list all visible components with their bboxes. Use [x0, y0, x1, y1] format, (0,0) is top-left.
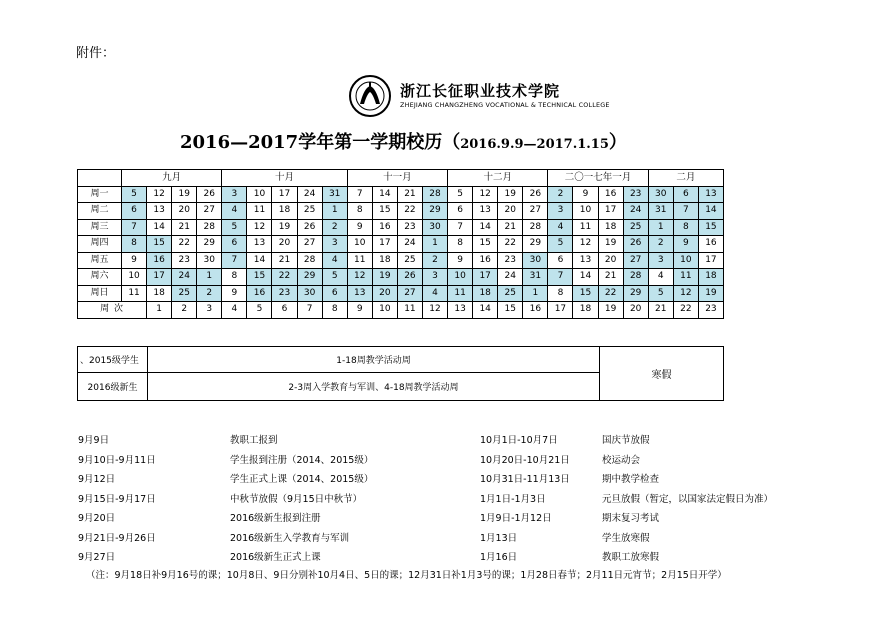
date-cell: 21 [172, 219, 197, 236]
week-number-cell: 15 [498, 302, 523, 319]
date-cell: 21 [397, 186, 422, 203]
date-cell: 8 [673, 219, 698, 236]
date-cell: 6 [448, 203, 473, 220]
date-cell: 12 [347, 269, 372, 286]
date-cell: 13 [698, 186, 723, 203]
date-cell: 28 [623, 269, 648, 286]
week-number-cell: 16 [523, 302, 548, 319]
weekday-label: 周三 [78, 219, 122, 236]
date-cell: 18 [598, 219, 623, 236]
week-number-cell: 11 [397, 302, 422, 319]
date-cell: 26 [523, 186, 548, 203]
date-cell: 22 [272, 269, 297, 286]
event-desc-right: 学生放寒假 [602, 532, 650, 544]
date-cell: 4 [222, 203, 247, 220]
weekday-row [78, 236, 724, 253]
event-date-left: 9月20日 [78, 513, 116, 524]
weekday-row [78, 219, 724, 236]
week-number-cell: 5 [247, 302, 272, 319]
college-name-cn: 浙江长征职业技术学院 [400, 82, 561, 100]
weekday-label: 周二 [78, 203, 122, 220]
event-desc-left: 2016级新生正式上课 [230, 552, 321, 563]
date-cell: 6 [122, 203, 147, 220]
date-cell: 21 [598, 269, 623, 286]
month-header: 十月 [222, 170, 347, 187]
week-number-cell: 7 [297, 302, 322, 319]
date-cell: 31 [523, 269, 548, 286]
date-cell: 14 [372, 186, 397, 203]
date-cell: 7 [347, 186, 372, 203]
date-cell: 17 [372, 236, 397, 253]
week-label: 周 次 [78, 302, 147, 319]
date-cell: 10 [347, 236, 372, 253]
date-cell: 4 [322, 252, 347, 269]
event-date-left: 9月15日-9月17日 [78, 493, 156, 505]
date-cell: 16 [247, 285, 272, 302]
date-cell: 18 [372, 252, 397, 269]
date-cell: 16 [372, 219, 397, 236]
week-number-cell: 17 [548, 302, 573, 319]
date-cell: 17 [147, 269, 172, 286]
week-number-cell: 19 [598, 302, 623, 319]
date-cell: 10 [448, 269, 473, 286]
date-cell: 11 [247, 203, 272, 220]
title-close: ） [608, 132, 627, 153]
date-cell: 30 [648, 186, 673, 203]
date-cell: 14 [247, 252, 272, 269]
date-cell: 16 [698, 236, 723, 253]
date-cell: 24 [297, 186, 322, 203]
date-cell: 13 [347, 285, 372, 302]
date-cell: 20 [372, 285, 397, 302]
date-cell: 2 [548, 186, 573, 203]
date-cell: 1 [648, 219, 673, 236]
event-desc-left: 中秋节放假（9月15日中秋节） [230, 493, 363, 505]
date-cell: 18 [473, 285, 498, 302]
date-cell: 18 [698, 269, 723, 286]
date-cell: 15 [147, 236, 172, 253]
date-cell: 15 [473, 236, 498, 253]
date-cell: 31 [322, 186, 347, 203]
date-cell: 5 [322, 269, 347, 286]
date-cell: 20 [272, 236, 297, 253]
date-cell: 15 [573, 285, 598, 302]
date-cell: 9 [448, 252, 473, 269]
schedule-2015-text: 1-18周教学活动周 [148, 347, 600, 373]
month-header-row [78, 170, 724, 187]
date-cell: 9 [122, 252, 147, 269]
date-cell: 18 [272, 203, 297, 220]
weekday-label: 周五 [78, 252, 122, 269]
date-cell: 27 [397, 285, 422, 302]
event-date-left: 9月12日 [78, 474, 116, 485]
week-number-cell: 6 [272, 302, 297, 319]
date-cell: 7 [548, 269, 573, 286]
event-date-left: 9月9日 [78, 435, 110, 446]
college-seal-icon [348, 74, 392, 118]
date-cell: 12 [673, 285, 698, 302]
date-cell: 6 [548, 252, 573, 269]
schedule-2015-label: 、2015级学生 [78, 347, 148, 373]
month-header: 十一月 [347, 170, 447, 187]
event-desc-left: 学生报到注册（2014、2015级） [230, 454, 374, 466]
school-calendar-table [77, 169, 724, 319]
date-cell: 12 [573, 236, 598, 253]
date-cell: 10 [573, 203, 598, 220]
event-date-right: 10月20日-10月21日 [480, 454, 570, 466]
event-desc-right: 期中教学检查 [602, 474, 660, 485]
date-cell: 5 [548, 236, 573, 253]
date-cell: 5 [222, 219, 247, 236]
event-date-right: 10月1日-10月7日 [480, 435, 558, 446]
date-cell: 10 [247, 186, 272, 203]
makeup-class-note: （注：9月18日补9月16号的课；10月8日、9日分别补10月4日、5日的课；12月31日补1月3号的课；1月28日春节；2月11日元宵节；2月15日开学） [86, 570, 727, 581]
date-cell: 16 [598, 186, 623, 203]
week-number-cell: 23 [698, 302, 723, 319]
date-cell: 23 [397, 219, 422, 236]
date-cell: 10 [122, 269, 147, 286]
date-cell: 17 [598, 203, 623, 220]
event-date-left: 9月21日-9月26日 [78, 532, 156, 544]
date-cell: 3 [222, 186, 247, 203]
event-date-right: 1月1日-1月3日 [480, 493, 546, 505]
date-cell: 21 [498, 219, 523, 236]
weekday-row [78, 285, 724, 302]
date-cell: 21 [272, 252, 297, 269]
date-cell: 19 [172, 186, 197, 203]
date-cell: 4 [548, 219, 573, 236]
date-cell: 30 [197, 252, 222, 269]
date-cell: 22 [598, 285, 623, 302]
week-number-cell: 20 [623, 302, 648, 319]
date-cell: 3 [422, 269, 447, 286]
weekday-label: 周四 [78, 236, 122, 253]
date-cell: 2 [197, 285, 222, 302]
event-desc-left: 2016级新生入学教育与军训 [230, 532, 350, 544]
weekday-label: 周日 [78, 285, 122, 302]
event-date-right: 1月9日-1月12日 [480, 513, 552, 524]
date-cell: 31 [648, 203, 673, 220]
week-number-cell: 12 [422, 302, 447, 319]
event-desc-left: 学生正式上课（2014、2015级） [230, 474, 374, 485]
date-cell: 13 [573, 252, 598, 269]
date-cell: 13 [473, 203, 498, 220]
event-desc-right: 教职工放寒假 [602, 552, 660, 563]
date-cell: 16 [473, 252, 498, 269]
date-cell: 22 [172, 236, 197, 253]
schedule-table [77, 346, 724, 401]
title-date-range: 2016.9.9—2017.1.15 [460, 137, 609, 152]
date-cell: 29 [197, 236, 222, 253]
date-cell: 7 [122, 219, 147, 236]
date-cell: 12 [247, 219, 272, 236]
date-cell: 19 [272, 219, 297, 236]
date-cell: 6 [222, 236, 247, 253]
date-cell: 1 [523, 285, 548, 302]
date-cell: 22 [397, 203, 422, 220]
week-number-cell: 13 [448, 302, 473, 319]
date-cell: 9 [573, 186, 598, 203]
date-cell: 25 [172, 285, 197, 302]
date-cell: 9 [222, 285, 247, 302]
date-cell: 12 [473, 186, 498, 203]
week-number-cell: 22 [673, 302, 698, 319]
date-cell: 11 [347, 252, 372, 269]
week-number-cell: 2 [172, 302, 197, 319]
corner-cell [78, 170, 122, 187]
date-cell: 7 [448, 219, 473, 236]
date-cell: 7 [222, 252, 247, 269]
date-cell: 23 [272, 285, 297, 302]
date-cell: 17 [473, 269, 498, 286]
week-number-cell: 4 [222, 302, 247, 319]
date-cell: 24 [397, 236, 422, 253]
date-cell: 20 [598, 252, 623, 269]
event-desc-right: 期末复习考试 [602, 513, 660, 524]
week-number-cell: 3 [197, 302, 222, 319]
date-cell: 29 [623, 285, 648, 302]
date-cell: 29 [422, 203, 447, 220]
date-cell: 16 [147, 252, 172, 269]
month-header: 二月 [648, 170, 723, 187]
date-cell: 11 [448, 285, 473, 302]
date-cell: 4 [648, 269, 673, 286]
date-cell: 2 [648, 236, 673, 253]
date-cell: 5 [648, 285, 673, 302]
date-cell: 11 [122, 285, 147, 302]
attachment-label: 附件： [76, 46, 116, 61]
date-cell: 25 [623, 219, 648, 236]
week-number-cell: 14 [473, 302, 498, 319]
date-cell: 1 [322, 203, 347, 220]
date-cell: 20 [172, 203, 197, 220]
date-cell: 17 [698, 252, 723, 269]
date-cell: 9 [673, 236, 698, 253]
date-cell: 27 [623, 252, 648, 269]
event-date-right: 1月16日 [480, 552, 518, 563]
date-cell: 8 [122, 236, 147, 253]
date-cell: 27 [197, 203, 222, 220]
event-desc-right: 校运动会 [602, 454, 641, 466]
date-cell: 3 [648, 252, 673, 269]
date-cell: 15 [247, 269, 272, 286]
event-date-left: 9月27日 [78, 552, 116, 563]
date-cell: 27 [523, 203, 548, 220]
event-desc-right: 国庆节放假 [602, 435, 650, 446]
date-cell: 9 [347, 219, 372, 236]
date-cell: 3 [548, 203, 573, 220]
date-cell: 30 [297, 285, 322, 302]
date-cell: 15 [372, 203, 397, 220]
schedule-2016-label: 2016级新生 [78, 373, 148, 401]
date-cell: 1 [422, 236, 447, 253]
title-main: 2016—2017学年第一学期校历（ [180, 132, 461, 153]
date-cell: 11 [673, 269, 698, 286]
date-cell: 19 [698, 285, 723, 302]
event-date-left: 9月10日-9月11日 [78, 454, 156, 466]
date-cell: 24 [498, 269, 523, 286]
date-cell: 18 [147, 285, 172, 302]
date-cell: 26 [297, 219, 322, 236]
week-number-cell: 9 [347, 302, 372, 319]
date-cell: 14 [147, 219, 172, 236]
date-cell: 28 [523, 219, 548, 236]
date-cell: 20 [498, 203, 523, 220]
event-desc-right: 元旦放假（暂定，以国家法定假日为准） [602, 493, 774, 505]
college-name-en: ZHEJIANG CHANGZHENG VOCATIONAL & TECHNICAL COLLEGE [400, 101, 610, 109]
date-cell: 13 [247, 236, 272, 253]
date-cell: 5 [448, 186, 473, 203]
date-cell: 25 [397, 252, 422, 269]
weekday-row [78, 203, 724, 220]
date-cell: 24 [623, 203, 648, 220]
week-number-cell: 10 [372, 302, 397, 319]
date-cell: 29 [523, 236, 548, 253]
weekday-row [78, 252, 724, 269]
date-cell: 12 [147, 186, 172, 203]
date-cell: 8 [548, 285, 573, 302]
weekday-row [78, 269, 724, 286]
weekday-row [78, 186, 724, 203]
date-cell: 8 [347, 203, 372, 220]
date-cell: 24 [172, 269, 197, 286]
week-number-cell: 18 [573, 302, 598, 319]
winter-holiday-cell: 寒假 [600, 347, 724, 401]
date-cell: 6 [673, 186, 698, 203]
event-date-right: 10月31日-11月13日 [480, 474, 570, 485]
date-cell: 5 [122, 186, 147, 203]
date-cell: 3 [322, 236, 347, 253]
date-cell: 8 [448, 236, 473, 253]
date-cell: 26 [197, 186, 222, 203]
date-cell: 28 [422, 186, 447, 203]
college-logo [348, 74, 610, 120]
date-cell: 15 [698, 219, 723, 236]
date-cell: 2 [322, 219, 347, 236]
date-cell: 14 [573, 269, 598, 286]
date-cell: 4 [422, 285, 447, 302]
date-cell: 14 [698, 203, 723, 220]
date-cell: 2 [422, 252, 447, 269]
date-cell: 30 [422, 219, 447, 236]
page-title [180, 128, 740, 154]
event-date-right: 1月13日 [480, 532, 518, 544]
date-cell: 19 [498, 186, 523, 203]
week-number-row [78, 302, 724, 319]
date-cell: 30 [523, 252, 548, 269]
month-header: 二〇一七年一月 [548, 170, 648, 187]
week-number-cell: 1 [147, 302, 172, 319]
date-cell: 19 [372, 269, 397, 286]
date-cell: 6 [322, 285, 347, 302]
date-cell: 11 [573, 219, 598, 236]
schedule-2016-text: 2-3周入学教育与军训、4-18周教学活动周 [148, 373, 600, 401]
date-cell: 17 [272, 186, 297, 203]
date-cell: 23 [623, 186, 648, 203]
date-cell: 1 [197, 269, 222, 286]
date-cell: 26 [623, 236, 648, 253]
month-header: 九月 [122, 170, 222, 187]
date-cell: 23 [172, 252, 197, 269]
date-cell: 29 [297, 269, 322, 286]
date-cell: 28 [297, 252, 322, 269]
date-cell: 19 [598, 236, 623, 253]
date-cell: 27 [297, 236, 322, 253]
date-cell: 22 [498, 236, 523, 253]
date-cell: 13 [147, 203, 172, 220]
date-cell: 28 [197, 219, 222, 236]
date-cell: 10 [673, 252, 698, 269]
date-cell: 8 [222, 269, 247, 286]
weekday-label: 周六 [78, 269, 122, 286]
week-number-cell: 8 [322, 302, 347, 319]
date-cell: 14 [473, 219, 498, 236]
event-desc-left: 2016级新生报到注册 [230, 513, 321, 524]
date-cell: 25 [498, 285, 523, 302]
week-number-cell: 21 [648, 302, 673, 319]
event-desc-left: 教职工报到 [230, 435, 278, 446]
weekday-label: 周一 [78, 186, 122, 203]
date-cell: 23 [498, 252, 523, 269]
date-cell: 26 [397, 269, 422, 286]
month-header: 十二月 [448, 170, 548, 187]
date-cell: 7 [673, 203, 698, 220]
date-cell: 25 [297, 203, 322, 220]
